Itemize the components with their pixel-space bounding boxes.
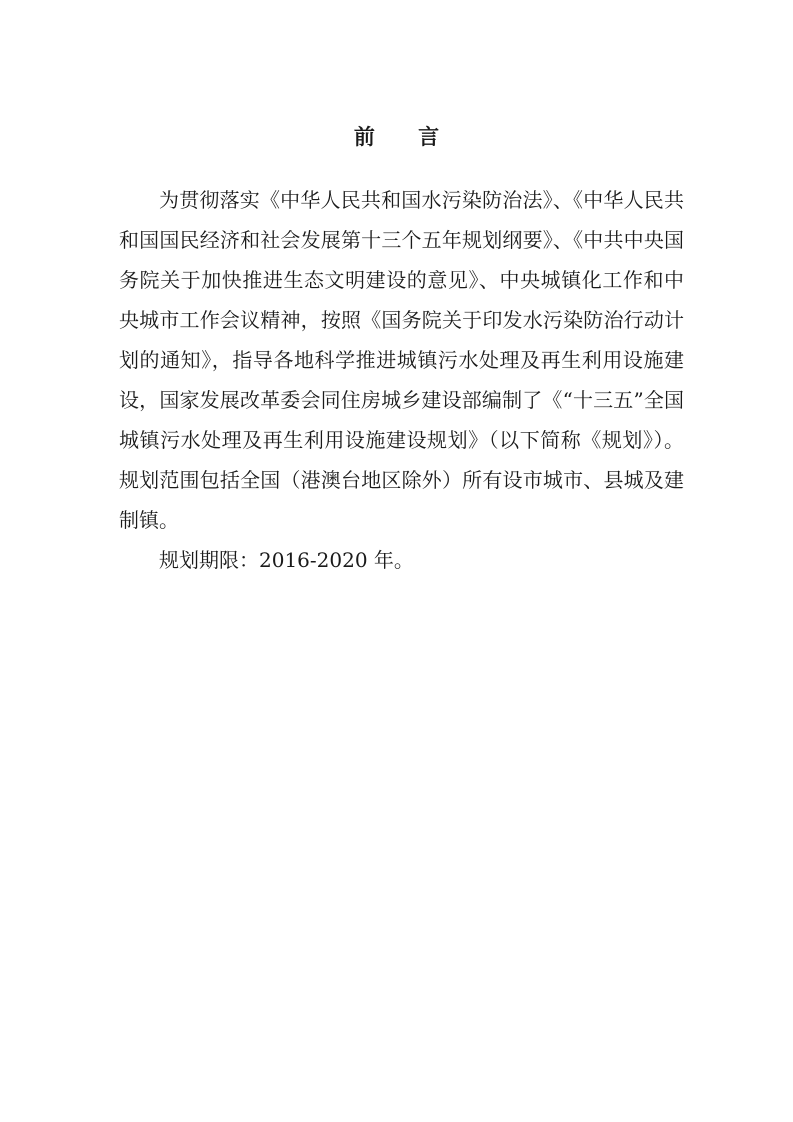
document-body bbox=[119, 180, 684, 580]
paragraph-period: 规划期限：2016-2020 年。 bbox=[159, 548, 414, 572]
paragraph-intro: 为贯彻落实《中华人民共和国水污染防治法》、《中华人民共和国国民经济和社会发展第十三个五年规划纲要》、《中共中央国务院关于加快推进生态文明建设的意见》、中央城镇化工作和中央城市工作会议精神，按照《国务院关于印发水污染防治行动计划的通知》，指导各地科学推进城镇污水处理及再生利用设施建设，国家发展改革委会同住房城乡建设部编制了《“十三五”全国城镇污水处理及再生利用设施建设规划》（以下简称《规划》）。规划范围包括全国（港澳台地区除外）所有设市城市、县城及建制镇。 bbox=[119, 188, 684, 532]
page-title: 前 言 bbox=[353, 124, 458, 149]
